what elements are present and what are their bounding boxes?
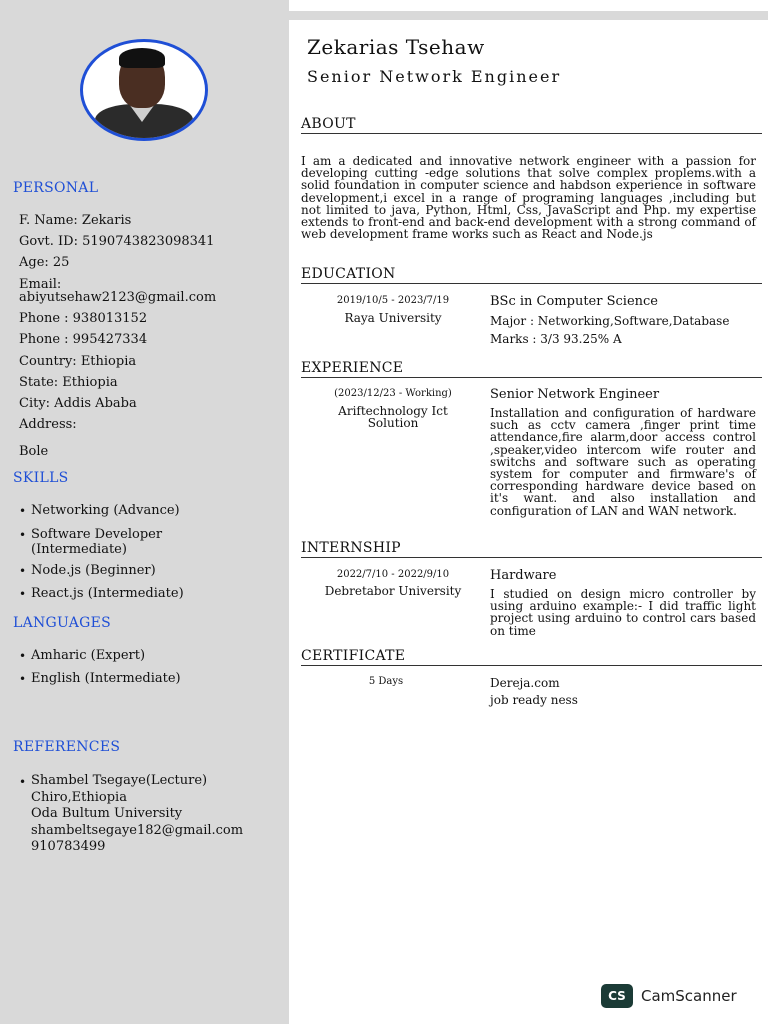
personal-line: F. Name: Zekaris (19, 213, 132, 228)
personal-line: Country: Ethiopia (19, 354, 137, 369)
education-degree: BSc in Computer Science (490, 294, 658, 309)
skill-item: • Software Developer (Intermediate) (19, 527, 162, 557)
skill-item: • React.js (Intermediate) (19, 586, 184, 601)
camscanner-watermark (601, 983, 737, 1009)
education-major: Major : Networking,Software,Database (490, 314, 730, 328)
reference-item: • Shambel Tsegaye(Lecture) Chiro,Ethiopia Oda Bultum University shambeltsegaye182@gmail.com 910783499 (19, 773, 243, 856)
personal-line: City: Addis Ababa (19, 396, 137, 411)
internship-description: I studied on design micro controller by using arduino example:- I did traffic light project using arduino to control cars based on time (490, 587, 756, 638)
personal-line: Phone : 995427334 (19, 332, 148, 347)
skill-item: • Networking (Advance) (19, 503, 180, 518)
language-item: • Amharic (Expert) (19, 648, 145, 663)
skills-heading: SKILLS (13, 470, 69, 486)
certificate-heading: CERTIFICATE (301, 648, 762, 666)
camscanner-logo-icon: CS (601, 984, 633, 1008)
education-heading: EDUCATION (301, 266, 762, 284)
personal-line: State: Ethiopia (19, 375, 118, 390)
experience-heading: EXPERIENCE (301, 360, 762, 378)
certificate-provider: Dereja.com (490, 676, 560, 690)
internship-heading: INTERNSHIP (301, 540, 762, 558)
references-heading: REFERENCES (13, 739, 121, 755)
education-marks: Marks : 3/3 93.25% A (490, 332, 622, 346)
about-text: I am a dedicated and innovative network engineer with a passion for developing cutting -edge solutions that solve complex proplems.with a solid foundation in computer science and habdson experience in software development,i excel in a range of programing languages ,including but not limited to java, Python, Html, Css, JavaScript and Php. my expertise extends to front-end and back-end development with a strong command of web development frame works such as React and Node.js (301, 154, 756, 242)
certificate-name: job ready ness (490, 693, 578, 707)
internship-role: Hardware (490, 568, 557, 583)
experience-description: Installation and configuration of hardware such as cctv camera ,finger print time attendance,fire alarm,door access control ,speaker,video intercom wife router and switchs and software such as operating system for computer and firmware's of corresponding hardware device based on it's want. and also installation and configuration of LAN and WAN network. (490, 406, 756, 518)
experience-company: Ariftechnology Ict Solution (338, 404, 448, 430)
internship-date: 2022/7/10 - 2022/9/10 (336, 569, 450, 580)
personal-line: Address: (19, 417, 77, 432)
personal-line: Email: (19, 277, 62, 292)
certificate-duration: 5 Days (368, 676, 404, 687)
personal-line: Bole (19, 444, 49, 459)
personal-line: Age: 25 (19, 255, 70, 270)
language-item: • English (Intermediate) (19, 671, 181, 686)
camscanner-text: CamScanner (641, 987, 737, 1005)
education-school: Raya University (344, 311, 442, 325)
skill-item: • Node.js (Beginner) (19, 563, 156, 578)
experience-date: (2023/12/23 - Working) (334, 388, 452, 399)
personal-line: Phone : 938013152 (19, 311, 148, 326)
header-bar (289, 11, 768, 20)
languages-heading: LANGUAGES (13, 615, 112, 631)
internship-org: Debretabor University (324, 584, 462, 598)
experience-role: Senior Network Engineer (490, 387, 660, 402)
candidate-name: Zekarias Tsehaw (307, 35, 485, 59)
personal-line: Govt. ID: 5190743823098341 (19, 234, 215, 249)
personal-line: abiyutsehaw2123@gmail.com (19, 290, 217, 305)
personal-heading: PERSONAL (13, 180, 99, 196)
candidate-title: Senior Network Engineer (307, 67, 562, 86)
education-date: 2019/10/5 - 2023/7/19 (336, 295, 450, 306)
profile-photo (80, 39, 208, 141)
about-heading: ABOUT (301, 116, 762, 134)
